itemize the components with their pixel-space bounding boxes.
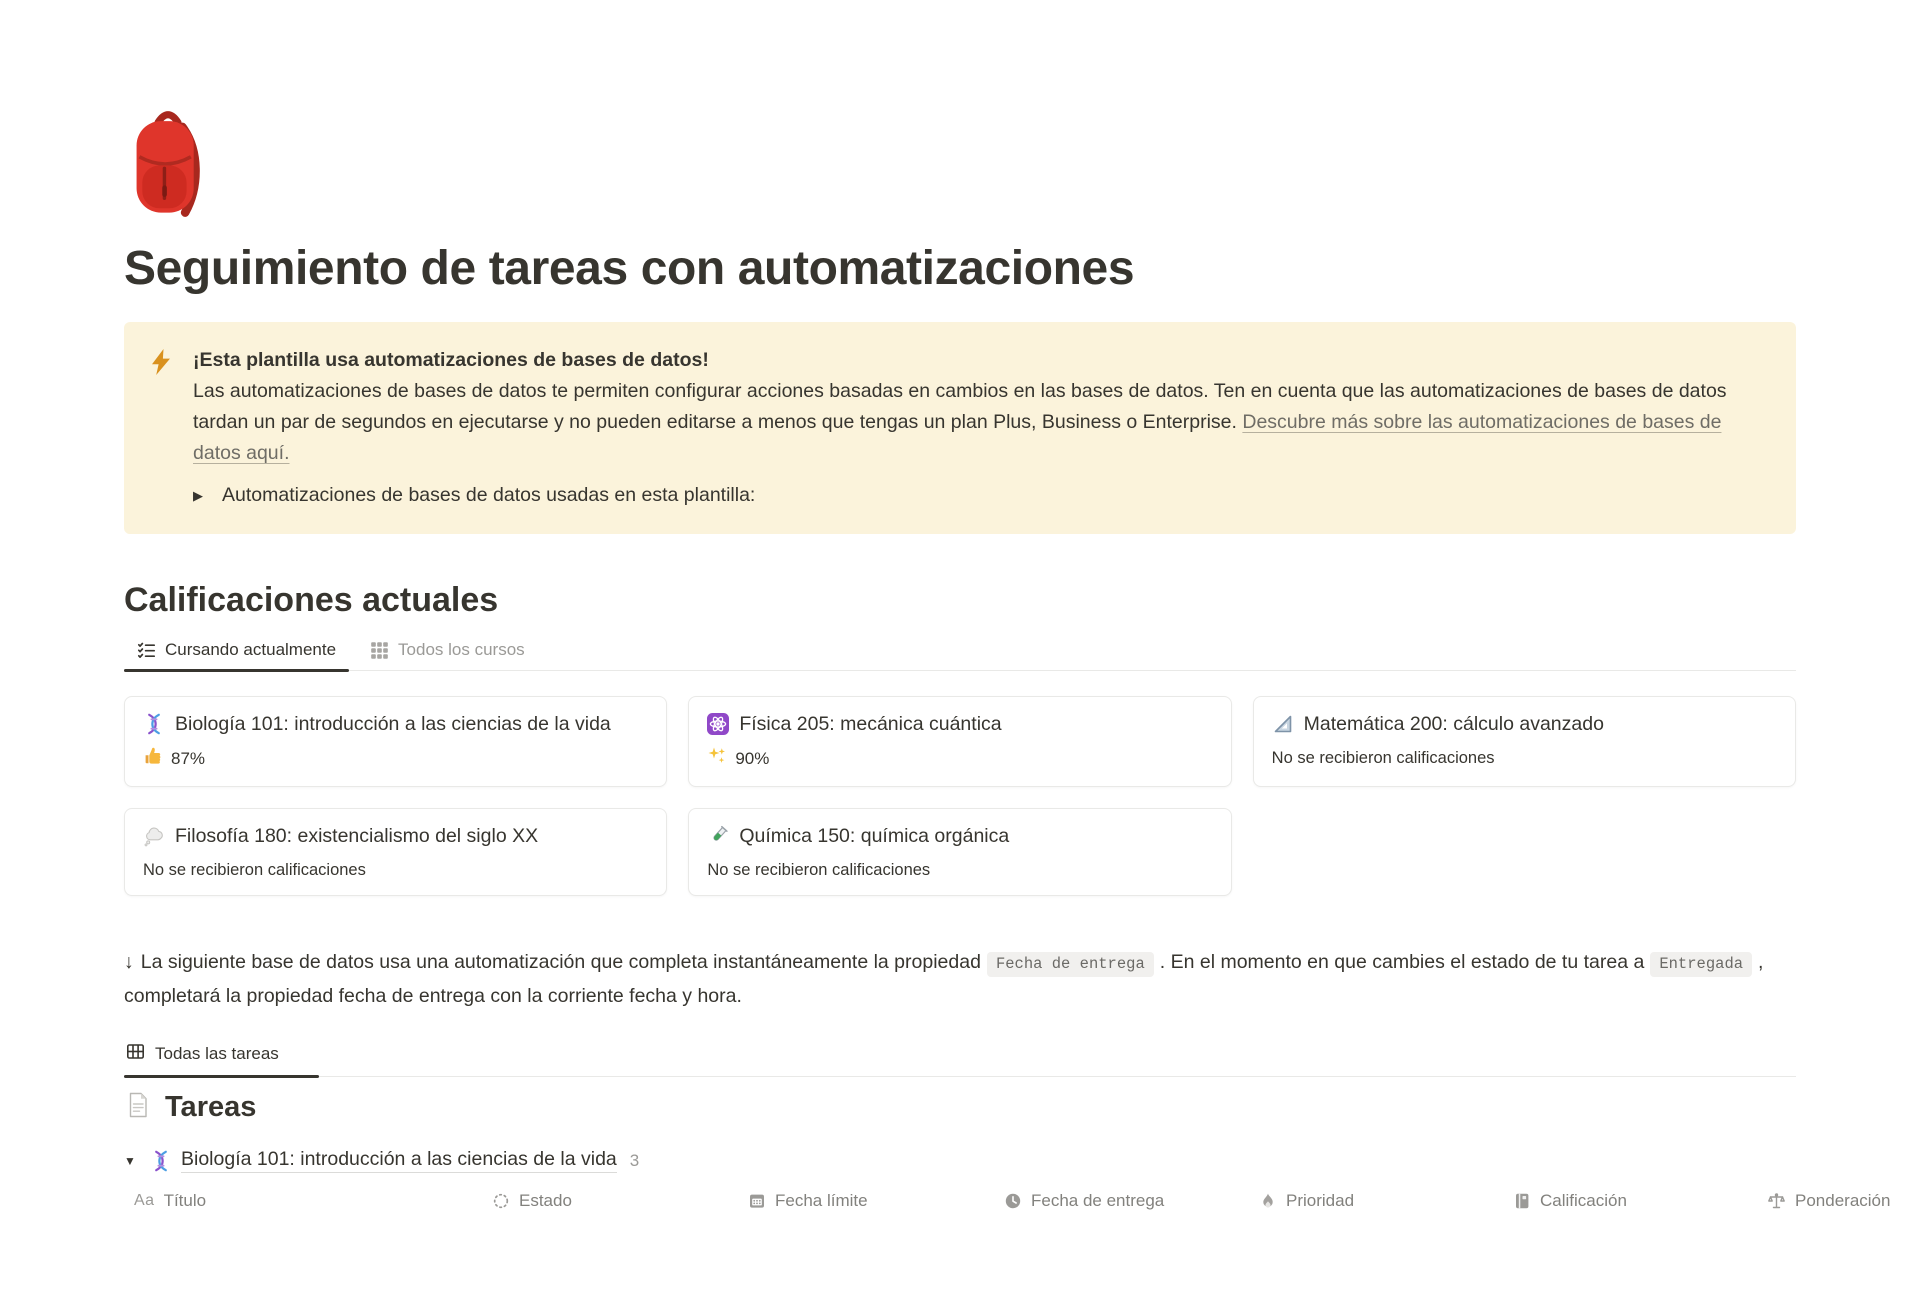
tab-label: Todas las tareas	[155, 1044, 279, 1063]
group-count: 3	[629, 1150, 640, 1170]
test-tube-icon	[707, 825, 729, 847]
card-title-text: Filosofía 180: existencialismo del siglo XX	[175, 825, 539, 847]
callout-body	[193, 376, 1753, 469]
column-label: Fecha límite	[775, 1191, 868, 1210]
grades-section-heading: Calificaciones actuales	[124, 581, 499, 619]
tab-todas-las-tareas[interactable]	[124, 1038, 319, 1076]
card-title-text: Matemática 200: cálculo avanzado	[1303, 713, 1604, 735]
grades-view-tabs	[124, 634, 1796, 671]
thumbs-up-icon	[143, 746, 163, 771]
tasks-database-title	[124, 1091, 1796, 1124]
tab-label: Cursando actualmente	[165, 640, 337, 659]
page-icon	[124, 1091, 152, 1124]
clock-icon	[1004, 1192, 1022, 1210]
note-text: , completará la propiedad fecha de entrega con la corriente fecha y hora.	[124, 951, 1764, 1007]
card-empty-text: No se recibieron calificaciones	[707, 861, 931, 879]
column-label: Estado	[519, 1191, 572, 1210]
gallery-view-icon	[370, 641, 389, 660]
column-label: Título	[163, 1191, 207, 1210]
tasks-title-text: Tareas	[165, 1091, 257, 1123]
tab-todos-los-cursos[interactable]	[357, 634, 538, 670]
page-content	[124, 104, 1891, 1221]
card-title	[1272, 711, 1777, 737]
card-matematica-200[interactable]	[1253, 696, 1796, 787]
column-label: Fecha de entrega	[1031, 1191, 1165, 1210]
column-fecha-limite[interactable]	[748, 1191, 868, 1211]
toggle-label: Automatizaciones de bases de datos usadas en esta plantilla:	[222, 484, 756, 506]
tasks-table-header	[124, 1189, 1891, 1221]
note-text: La siguiente base de datos usa una automatización que completa instantáneamente la propiedad	[140, 951, 981, 973]
calendar-icon	[748, 1192, 766, 1210]
code-entregada: Entregada	[1650, 952, 1752, 977]
card-title	[143, 823, 648, 849]
card-fisica-205[interactable]	[688, 696, 1231, 787]
table-view-icon	[126, 1042, 145, 1066]
atom-icon	[707, 713, 729, 735]
column-estado[interactable]	[492, 1191, 572, 1211]
grade-value: 90%	[735, 748, 770, 768]
note-text: . En el momento en que cambies el estado de tu tarea a	[1159, 951, 1645, 973]
column-label: Calificación	[1540, 1191, 1627, 1210]
card-title-text: Física 205: mecánica cuántica	[739, 713, 1002, 735]
scales-icon	[1767, 1192, 1786, 1211]
column-prioridad[interactable]	[1259, 1191, 1354, 1211]
card-title	[707, 823, 1212, 849]
card-title-text: Biología 101: introducción a las ciencias de la vida	[175, 713, 611, 735]
course-cards	[124, 696, 1796, 896]
column-label: Prioridad	[1286, 1191, 1355, 1210]
card-grade	[707, 746, 1212, 771]
column-ponderacion[interactable]	[1767, 1191, 1890, 1211]
status-icon	[492, 1192, 510, 1210]
column-fecha-de-entrega[interactable]	[1004, 1191, 1164, 1211]
down-arrow-icon: ↓	[124, 951, 134, 973]
group-page-link[interactable]: Biología 101: introducción a las ciencias de la vida	[181, 1148, 617, 1173]
page-icon-backpack[interactable]	[124, 104, 1796, 226]
card-title-text: Química 150: química orgánica	[739, 825, 1010, 847]
automation-callout	[124, 322, 1796, 534]
automation-note	[124, 946, 1796, 1012]
grade-value: 87%	[171, 748, 206, 768]
checklist-view-icon	[137, 641, 156, 660]
code-fecha-de-entrega: Fecha de entrega	[987, 952, 1154, 977]
column-label: Ponderación	[1795, 1191, 1891, 1210]
zap-icon	[146, 347, 176, 511]
callout-link[interactable]: Descubre más sobre las automatizaciones de bases de datos aquí.	[193, 411, 1722, 464]
card-title	[707, 711, 1212, 737]
tab-label: Todos los cursos	[398, 640, 525, 659]
backpack-icon	[124, 104, 1796, 224]
tasks-view-tabs	[124, 1038, 1796, 1077]
page-title: Seguimiento de tareas con automatizaciones	[124, 242, 1135, 295]
callout-heading: ¡Esta plantilla usa automatizaciones de bases de datos!	[193, 349, 709, 371]
dna-icon	[143, 713, 165, 735]
sparkles-icon	[707, 746, 727, 771]
card-quimica-150[interactable]	[688, 808, 1231, 896]
group-toggle-icon[interactable]: ▼	[124, 1153, 136, 1168]
card-empty-text: No se recibieron calificaciones	[1271, 749, 1495, 767]
card-biologia-101[interactable]	[124, 696, 667, 787]
group-row-biologia-101	[124, 1148, 1796, 1173]
callout-content	[193, 345, 1753, 511]
tab-cursando-actualmente[interactable]	[124, 634, 349, 670]
column-calificacion[interactable]	[1513, 1191, 1627, 1211]
automations-toggle[interactable]	[193, 480, 1753, 511]
column-titulo[interactable]	[134, 1191, 206, 1211]
card-empty-text: No se recibieron calificaciones	[143, 861, 366, 879]
dna-icon	[150, 1150, 172, 1172]
callout-body-text: Las automatizaciones de bases de datos te permiten configurar acciones basadas en cambios en las bases de datos. Ten en cuenta que las automatizaciones de bases de datos tardan un par de segundos en ejecutarse y no pueden editarse a menos que tengas un plan Plus, Business o Enterprise.	[193, 380, 1727, 433]
card-filosofia-180[interactable]	[124, 808, 667, 896]
text-property-icon: Aa	[134, 1192, 155, 1209]
card-title	[143, 711, 648, 737]
flame-icon	[1259, 1192, 1277, 1210]
toggle-arrow-icon: ▶	[193, 488, 203, 503]
thought-balloon-icon	[143, 825, 165, 847]
triangle-ruler-icon	[1272, 713, 1294, 735]
card-grade	[143, 746, 648, 771]
book-icon	[1513, 1192, 1531, 1210]
